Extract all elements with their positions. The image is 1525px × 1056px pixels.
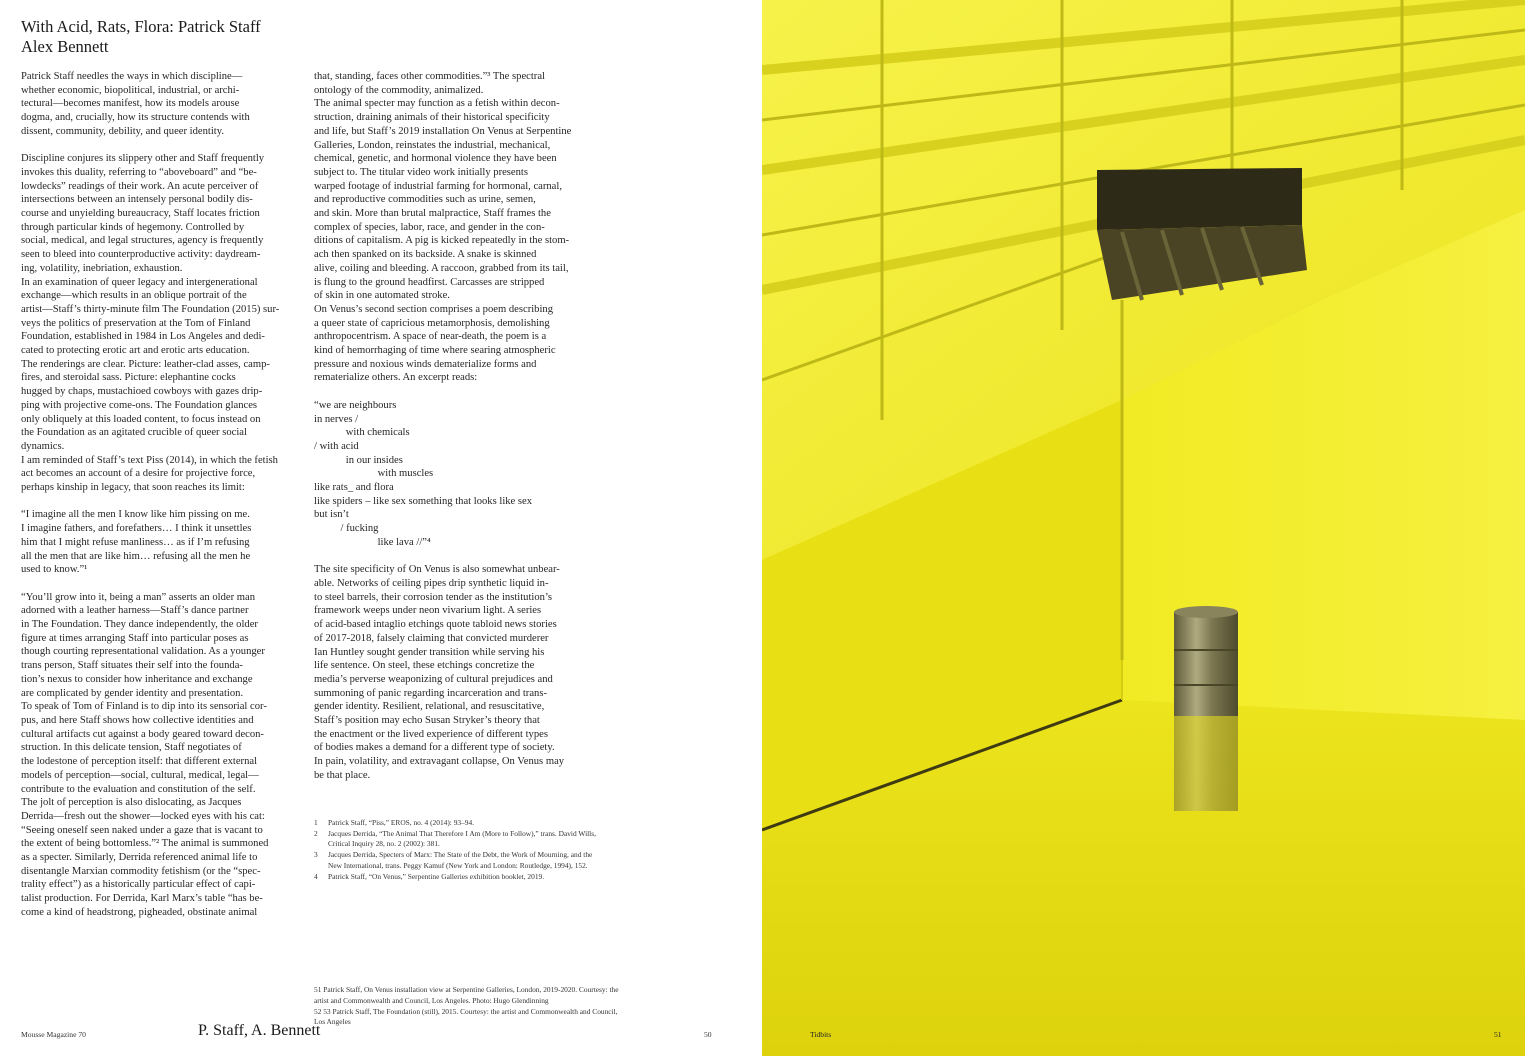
text-line: Foundation, established in 1984 in Los Angeles and dedi- bbox=[21, 331, 265, 343]
text-line: I am reminded of Staff’s text Piss (2014), in which the fetish bbox=[21, 454, 278, 466]
text-line: him that I might refuse manliness… as if I’m refusing bbox=[21, 536, 250, 548]
footnote-text: Patrick Staff, “On Venus,” Serpentine Galleries exhibition booklet, 2019. bbox=[328, 871, 545, 881]
text-line: intersections between an intensely personal bodily dis- bbox=[21, 194, 253, 206]
text-line: trans person, Staff situates their self into the founda- bbox=[21, 660, 243, 672]
footnote bbox=[314, 829, 600, 850]
installation-photo bbox=[762, 0, 1525, 1056]
paragraph bbox=[314, 97, 596, 303]
text-line: On Venus’s second section comprises a poem describing bbox=[314, 303, 553, 315]
poem-line: like spiders – like sex something that looks like sex bbox=[314, 495, 533, 507]
text-line: contribute to the evaluation and constitution of the self. bbox=[21, 783, 256, 795]
article-author: Alex Bennett bbox=[21, 37, 109, 56]
paragraph bbox=[21, 508, 303, 577]
text-line: ping with projective come-ons. The Foundation glances bbox=[21, 399, 258, 411]
body-column-2 bbox=[314, 70, 596, 783]
poem-line: with chemicals bbox=[314, 427, 410, 439]
text-line: anthropocentrism. A space of near-death, the poem is a bbox=[314, 331, 547, 343]
text-line: Galleries, London, reinstates the industrial, mechanical, bbox=[314, 139, 551, 151]
text-line: trality effect”) as a historically particular effect of capi- bbox=[21, 879, 256, 891]
paragraph bbox=[21, 796, 303, 919]
left-page bbox=[0, 0, 762, 1056]
poem-line: but isn’t bbox=[314, 509, 349, 521]
footnote bbox=[314, 818, 600, 829]
text-line: perhaps kinship in legacy, that soon reaches its limit: bbox=[21, 482, 245, 494]
text-line: a queer state of capricious metamorphosis, demolishing bbox=[314, 317, 550, 329]
text-line: struction. In this delicate tension, Staff negotiates of bbox=[21, 742, 242, 754]
text-line: cultural artifacts cut against a body geared toward decon- bbox=[21, 728, 264, 740]
text-line: disentangle Marxian commodity fetishism (or the “spec- bbox=[21, 865, 261, 877]
text-line: ing, volatility, inebriation, exhaustion. bbox=[21, 262, 183, 274]
text-line: Discipline conjures its slippery other and Staff frequently bbox=[21, 153, 265, 165]
text-line: course and unyielding bureaucracy, Staff locates friction bbox=[21, 208, 260, 220]
text-line: ontology of the commodity, animalized. bbox=[314, 84, 484, 96]
article-title-block bbox=[21, 17, 261, 57]
text-line: life sentence. On steel, these etchings concretize the bbox=[314, 660, 535, 672]
text-line: fires, and steroidal sass. Picture: elephantine cocks bbox=[21, 372, 236, 384]
footnote-text: Jacques Derrida, “The Animal That Therefore I Am (More to Follow),” trans. David Wills, Critical Inquiry 28, no. 2 (2002): 381. bbox=[328, 828, 596, 849]
poem-line: with muscles bbox=[314, 468, 434, 480]
paragraph bbox=[314, 303, 596, 385]
text-line: “You’ll grow into it, being a man” asserts an older man bbox=[21, 591, 255, 603]
text-line: whether economic, biopolitical, industrial, or archi- bbox=[21, 84, 240, 96]
text-line: is flung to the ground headfirst. Carcasses are stripped bbox=[314, 276, 545, 288]
text-line: models of perception—social, cultural, medical, legal— bbox=[21, 769, 259, 781]
text-line: are complicated by gender identity and presentation. bbox=[21, 687, 244, 699]
text-line: able. Networks of ceiling pipes drip synthetic liquid in- bbox=[314, 577, 549, 589]
poem-excerpt bbox=[314, 399, 596, 550]
text-line: Staff’s position may echo Susan Stryker’s theory that bbox=[314, 715, 540, 727]
text-line: dynamics. bbox=[21, 440, 65, 452]
text-line: tion’s nexus to consider how inheritance and exchange bbox=[21, 673, 253, 685]
text-line: kind of hemorrhaging of time where searing atmospheric bbox=[314, 345, 556, 357]
text-line: “Seeing oneself seen naked under a gaze that is vacant to bbox=[21, 824, 263, 836]
text-line: The site specificity of On Venus is also somewhat unbear- bbox=[314, 564, 560, 576]
text-line: that, standing, faces other commodities.”³ The spectral bbox=[314, 71, 545, 82]
text-line: dogma, and, crucially, how its structure contends with bbox=[21, 112, 250, 124]
text-line: alive, coiling and bleeding. A raccoon, grabbed from its tail, bbox=[314, 262, 569, 274]
text-line: all the men that are like him… refusing all the men he bbox=[21, 550, 251, 562]
text-line: ditions of capitalism. A pig is kicked repeatedly in the stom- bbox=[314, 235, 570, 247]
text-line: The renderings are clear. Picture: leather-clad asses, camp- bbox=[21, 358, 270, 370]
poem-line: “we are neighbours bbox=[314, 399, 397, 411]
text-line: artist—Staff’s thirty-minute film The Foundation (2015) sur- bbox=[21, 303, 280, 315]
text-line: and reproductive commodities such as urine, semen, bbox=[314, 194, 536, 206]
paragraph bbox=[21, 152, 303, 275]
text-line: of 2017-2018, falsely claiming that convicted murderer bbox=[314, 632, 549, 644]
poem-line: / with acid bbox=[314, 440, 359, 452]
magazine-name: Mousse Magazine 70 bbox=[21, 1030, 86, 1039]
text-line: pressure and noxious winds dematerialize forms and bbox=[314, 358, 537, 370]
footnote-number: 3 bbox=[314, 850, 318, 860]
text-line: gender identity. Resilient, relational, and resuscitative, bbox=[314, 701, 545, 713]
paragraph bbox=[314, 70, 596, 97]
text-line: in The Foundation. They dance independently, the older bbox=[21, 619, 258, 631]
text-line: the Foundation as an agitated crucible of queer social bbox=[21, 427, 247, 439]
text-line: media’s perverse weaponizing of cultural prejudices and bbox=[314, 673, 553, 685]
text-line: framework weeps under neon vivarium light. A series bbox=[314, 605, 542, 617]
footnote-number: 2 bbox=[314, 828, 318, 838]
text-line: though courting representational validation. As a younger bbox=[21, 646, 265, 658]
text-line: veys the politics of preservation at the Tom of Finland bbox=[21, 317, 251, 329]
poem-line: in nerves / bbox=[314, 413, 359, 425]
text-line: of skin in one automated stroke. bbox=[314, 290, 450, 302]
text-line: to steel barrels, their corrosion tender as the institution’s bbox=[314, 591, 553, 603]
text-line: seen to bleed into counterproductive activity: daydream- bbox=[21, 249, 261, 261]
text-line: the lodestone of perception itself: that different external bbox=[21, 756, 258, 768]
text-line: the enactment or the lived experience of different types bbox=[314, 728, 548, 740]
text-line: struction, draining animals of their historical specificity bbox=[314, 112, 550, 124]
text-line: subject to. The titular video work initially presents bbox=[314, 166, 528, 178]
paragraph bbox=[21, 276, 303, 454]
text-line: only obliquely at this loaded content, to focus instead on bbox=[21, 413, 261, 425]
text-line: adorned with a leather harness—Staff’s dance partner bbox=[21, 605, 249, 617]
footnote bbox=[314, 850, 600, 871]
poem-line: / fucking bbox=[314, 523, 379, 535]
text-line: summoning of panic regarding incarceration and trans- bbox=[314, 687, 547, 699]
text-line: rematerialize others. An excerpt reads: bbox=[314, 372, 478, 384]
text-line: of bodies makes a demand for a different type of society. bbox=[314, 742, 555, 754]
footnotes bbox=[314, 818, 600, 882]
paragraph bbox=[21, 591, 303, 701]
poem-line: like lava //”⁴ bbox=[314, 536, 431, 548]
text-line: Derrida—fresh out the shower—locked eyes with his cat: bbox=[21, 810, 265, 822]
text-line: invokes this duality, referring to “aboveboard” and “be- bbox=[21, 166, 257, 178]
footnote bbox=[314, 872, 600, 883]
poem-line: like rats_ and flora bbox=[314, 482, 394, 494]
text-line: warped footage of industrial farming for hormonal, carnal, bbox=[314, 180, 562, 192]
steel-barrel bbox=[1174, 606, 1238, 811]
text-line: “I imagine all the men I know like him pissing on me. bbox=[21, 509, 250, 521]
footnote-number: 1 bbox=[314, 818, 318, 827]
caption: 51 Patrick Staff, On Venus installation view at Serpentine Galleries, London, 2019-2020. Courtesy: the artist and Commonwealth and Council, Los Angeles. Photo: Hugo Glendinning bbox=[314, 985, 619, 1005]
text-line: exchange—which results in an oblique portrait of the bbox=[21, 290, 247, 302]
text-line: The jolt of perception is also dislocating, as Jacques bbox=[21, 797, 242, 809]
paragraph bbox=[314, 563, 596, 782]
running-author: P. Staff, A. Bennett bbox=[198, 1022, 321, 1039]
text-line: chemical, genetic, and hormonal violence they have been bbox=[314, 153, 557, 165]
text-line: dissent, community, debility, and queer identity. bbox=[21, 125, 225, 137]
text-line: lowdecks” readings of their work. An acute perceiver of bbox=[21, 180, 259, 192]
text-line: used to know.”¹ bbox=[21, 564, 88, 576]
text-line: be that place. bbox=[314, 769, 371, 781]
paragraph bbox=[21, 70, 303, 139]
text-line: act becomes an account of a desire for projective force, bbox=[21, 468, 256, 480]
paragraph bbox=[21, 454, 303, 495]
footnote-text: Jacques Derrida, Specters of Marx: The State of the Debt, the Work of Mourning, and the New International, trans. Peggy Kamuf (New York and London: Routledge, 1994), 152. bbox=[328, 850, 593, 870]
caption: 52 53 Patrick Staff, The Foundation (still), 2015. Courtesy: the artist and Commonwealth and Council, Los Angeles bbox=[314, 1006, 618, 1027]
text-line: In an examination of queer legacy and intergenerational bbox=[21, 276, 258, 288]
text-line: pus, and here Staff shows how collective identities and bbox=[21, 715, 254, 726]
article-title: With Acid, Rats, Flora: Patrick Staff bbox=[21, 17, 261, 36]
text-line: through particular kinds of hegemony. Controlled by bbox=[21, 221, 245, 233]
text-line: Patrick Staff needles the ways in which discipline— bbox=[21, 71, 243, 82]
text-line: cated to protecting erotic art and erotic arts education. bbox=[21, 345, 250, 357]
text-line: the extent of being bottomless.”² The animal is summoned bbox=[21, 838, 269, 850]
text-line: of acid-based intaglio etchings quote tabloid news stories bbox=[314, 619, 557, 631]
right-page-photo bbox=[762, 0, 1525, 1056]
image-captions bbox=[314, 985, 624, 1028]
page-number-right: 51 bbox=[1494, 1030, 1502, 1039]
text-line: and life, but Staff’s 2019 installation On Venus at Serpentine bbox=[314, 125, 572, 137]
text-line: To speak of Tom of Finland is to dip into its sensorial cor- bbox=[21, 701, 267, 713]
text-line: Ian Huntley sought gender transition while serving his bbox=[314, 646, 545, 658]
text-line: as a specter. Similarly, Derrida referenced animal life to bbox=[21, 852, 258, 864]
text-line: In pain, volatility, and extravagant collapse, On Venus may bbox=[314, 756, 565, 768]
page-number-left: 50 bbox=[704, 1030, 712, 1039]
footnote-text: Patrick Staff, “Piss,” EROS, no. 4 (2014): 93–94. bbox=[328, 818, 475, 827]
text-line: tectural—becomes manifest, how its models arouse bbox=[21, 98, 240, 110]
text-line: ach then spanked on its backside. A snake is skinned bbox=[314, 249, 537, 261]
text-line: figure at times arranging Staff into particular poses as bbox=[21, 632, 249, 644]
text-line: hugged by chaps, mustachioed cowboys with gazes drip- bbox=[21, 386, 263, 398]
text-line: I imagine fathers, and forefathers… I think it unsettles bbox=[21, 523, 252, 535]
paragraph bbox=[21, 700, 303, 796]
text-line: come a kind of headstrong, pigheaded, obstinate animal bbox=[21, 906, 258, 918]
text-line: complex of species, labor, race, and gender in the con- bbox=[314, 221, 545, 233]
body-column-1 bbox=[21, 70, 303, 920]
text-line: The animal specter may function as a fetish within decon- bbox=[314, 98, 560, 110]
section-label: Tidbits bbox=[810, 1030, 832, 1039]
text-line: social, medical, and legal structures, agency is frequently bbox=[21, 235, 264, 247]
text-line: and skin. More than brutal malpractice, Staff frames the bbox=[314, 208, 551, 220]
text-line: talist production. For Derrida, Karl Marx’s table “has be- bbox=[21, 893, 263, 905]
footnote-number: 4 bbox=[314, 871, 318, 881]
poem-line: in our insides bbox=[314, 454, 403, 466]
